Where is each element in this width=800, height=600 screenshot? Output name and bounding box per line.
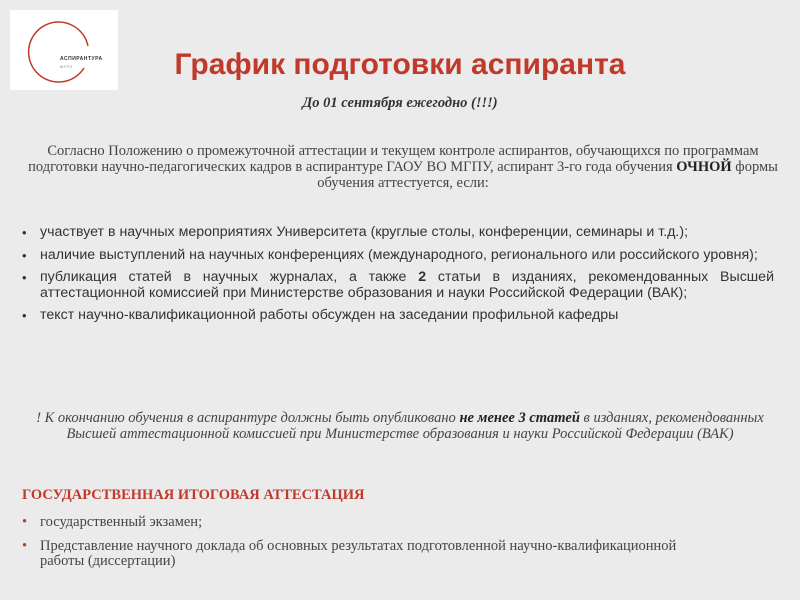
list-item-bold: 2: [418, 269, 427, 285]
list-item-text: Представление научного доклада об основных результатах подготовленной научно-квалификационной работы (диссертации): [40, 537, 677, 569]
list-item: [22, 248, 774, 264]
publication-note: [30, 410, 770, 442]
bullet-icon: •: [22, 270, 27, 285]
bullet-icon: •: [22, 308, 27, 323]
logo-title: АСПИРАНТУРА: [60, 56, 103, 62]
note-text-start: ! К окончанию обучения в аспирантуре должны быть опубликовано: [36, 410, 460, 426]
list-item-text: государственный экзамен;: [40, 514, 203, 530]
list-item-text-end: статьи в изданиях, рекомендованных Высшей аттестационной комиссией при Министерстве образования и науки Российской Федерации (ВАК);: [40, 269, 774, 301]
list-item: [22, 270, 774, 301]
page-subtitle: До 01 сентября ежегодно (!!!): [302, 95, 498, 111]
list-item-text: наличие выступлений на научных конференциях (международного, регионального или российского уровня);: [40, 246, 758, 263]
page-title: График подготовки аспиранта: [174, 48, 626, 81]
list-item: [22, 308, 774, 324]
list-item: [22, 225, 774, 241]
logo: [10, 10, 118, 90]
bullet-icon: •: [22, 514, 28, 530]
bullet-icon: •: [22, 247, 27, 263]
intro-paragraph: [28, 143, 778, 191]
logo-subtitle: МГПУ: [60, 64, 73, 69]
list-item-text: текст научно-квалификационной работы обсужден на заседании профильной кафедры: [40, 307, 619, 323]
list-item: [22, 515, 722, 531]
intro-text-end: формы обучения аттестуется, если:: [317, 159, 778, 191]
criteria-list: [22, 225, 774, 331]
note-text-end: в изданиях, рекомендованных Высшей аттестационной комиссией при Министерстве образования и науки Российской Федерации (ВАК): [66, 410, 764, 442]
list-item-text-start: публикация статей в научных журналах, а также: [40, 269, 419, 285]
list-item-text: участвует в научных мероприятиях Университета (круглые столы, конференции, семинары и т.д.);: [40, 224, 689, 240]
list-item: [22, 539, 722, 570]
gia-heading: ГОСУДАРСТВЕННАЯ ИТОГОВАЯ АТТЕСТАЦИЯ: [22, 487, 365, 503]
note-bold: не менее 3 статей: [459, 410, 580, 426]
bullet-icon: •: [22, 225, 27, 240]
intro-bold: ОЧНОЙ: [676, 159, 732, 175]
bullet-icon: •: [22, 537, 28, 554]
gia-list: [22, 515, 722, 578]
intro-text-start: Согласно Положению о промежуточной аттестации и текущем контроле аспирантов, обучающихся по программам подготовки научно-педагогических кадров в аспирантуре ГАОУ ВО МГПУ, аспирант 3-го года обучения: [28, 143, 759, 175]
logo-circle-icon: [10, 10, 118, 90]
